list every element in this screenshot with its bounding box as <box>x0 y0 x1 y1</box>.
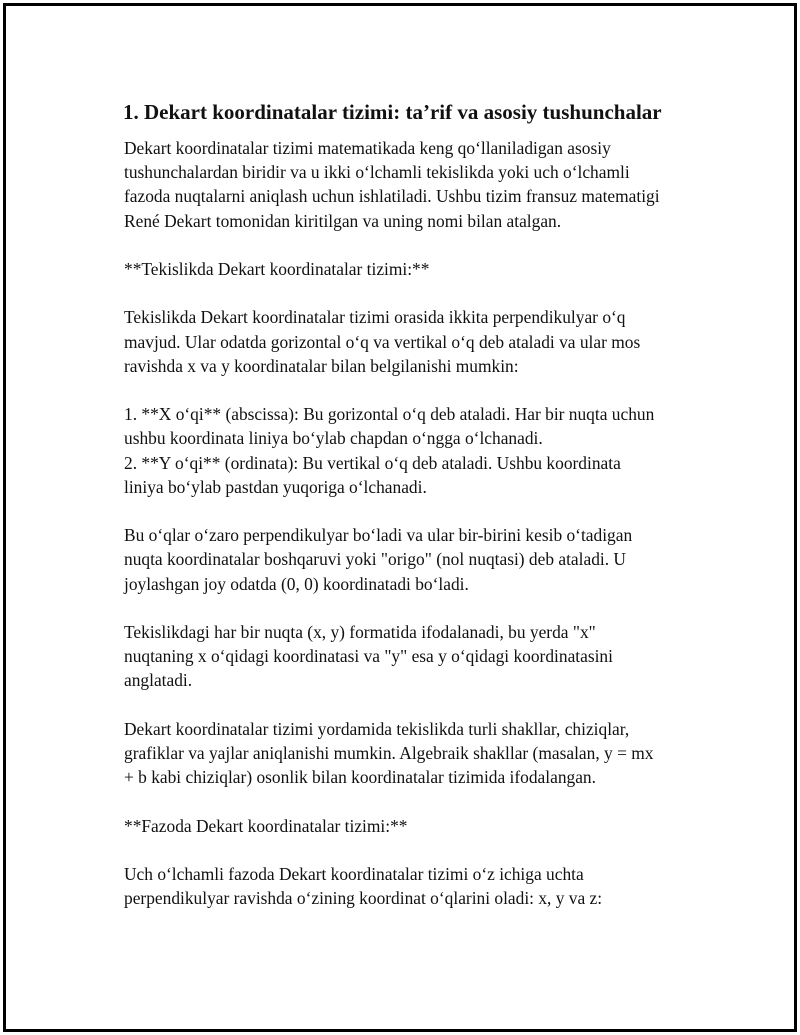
text-line: Bu o‘qlar o‘zaro perpendikulyar bo‘ladi va ular bir-birini kesib o‘tadigan <box>124 525 633 546</box>
paragraph-plane-axes <box>124 305 696 378</box>
text-line: Dekart koordinatalar tizimi yordamida tekislikda turli shakllar, chiziqlar, <box>124 718 630 739</box>
text-line: liniya bo‘ylab pastdan yuqoriga o‘lchanadi. <box>124 476 427 497</box>
text-line: 2. **Y o‘qi** (ordinata): Bu vertikal o‘q deb ataladi. Ushbu koordinata <box>124 452 621 473</box>
text-line: **Fazoda Dekart koordinatalar tizimi:** <box>124 815 408 836</box>
text-line: ravishda x va y koordinatalar bilan belgilanishi mumkin: <box>124 355 519 376</box>
text-line: 1. **X o‘qi** (abscissa): Bu gorizontal o‘q deb ataladi. Har bir nuqta uchun <box>124 404 655 425</box>
text-line: René Dekart tomonidan kiritilgan va uning nomi bilan atalgan. <box>124 210 562 231</box>
paragraph-plane-heading <box>124 257 696 281</box>
text-line: Tekislikdagi har bir nuqta (x, y) formatida ifodalanadi, bu yerda "x" <box>124 621 596 642</box>
paragraph-point-format <box>124 620 696 693</box>
text-line: joylashgan joy odatda (0, 0) koordinatadi bo‘ladi. <box>124 573 469 594</box>
text-line: nuqta koordinatalar boshqaruvi yoki "origo" (nol nuqtasi) deb ataladi. U <box>124 549 626 570</box>
text-line: grafiklar va yajlar aniqlanishi mumkin. Algebraik shakllar (masalan, y = mx <box>124 742 654 763</box>
paragraph-space-axes <box>124 862 696 910</box>
paragraph-origin <box>124 523 696 596</box>
text-line: anglatadi. <box>124 670 193 691</box>
text-line: ushbu koordinata liniya bo‘ylab chapdan o‘ngga o‘lchanadi. <box>124 428 543 449</box>
text-line: **Tekislikda Dekart koordinatalar tizimi:** <box>124 259 430 279</box>
text-line: Uch o‘lchamli fazoda Dekart koordinatalar tizimi o‘z ichiga uchta <box>124 863 584 884</box>
paragraph-axis-list <box>124 402 696 499</box>
text-line: Tekislikda Dekart koordinatalar tizimi orasida ikkita perpendikulyar o‘q <box>124 307 626 328</box>
text-line: + b kabi chiziqlar) osonlik bilan koordinatalar tizimida ifodalangan. <box>124 767 596 788</box>
text-line: fazoda nuqtalarni aniqlash uchun ishlatiladi. Ushbu tizim fransuz matematigi <box>124 186 660 207</box>
text-line: nuqtaning x o‘qidagi koordinatasi va "y" esa y o‘qidagi koordinatasini <box>124 646 613 667</box>
paragraph-space-heading <box>124 814 696 838</box>
text-line: tushunchalardan biridir va u ikki o‘lchamli tekislikda yoki uch o‘lchamli <box>124 162 630 183</box>
text-line: mavjud. Ular odatda gorizontal o‘q va vertikal o‘q deb ataladi va ular mos <box>124 331 641 352</box>
paragraph-intro <box>124 136 696 233</box>
document-title: 1. Dekart koordinatalar tizimi: ta’rif va asosiy tushunchalar <box>123 100 662 124</box>
paragraph-shapes <box>124 717 696 790</box>
text-line: Dekart koordinatalar tizimi matematikada keng qo‘llaniladigan asosiy <box>124 138 611 158</box>
page-frame <box>3 3 797 1032</box>
text-line: perpendikulyar ravishda o‘zining koordinat o‘qlarini oladi: x, y va z: <box>124 888 603 909</box>
document-body <box>121 98 696 910</box>
